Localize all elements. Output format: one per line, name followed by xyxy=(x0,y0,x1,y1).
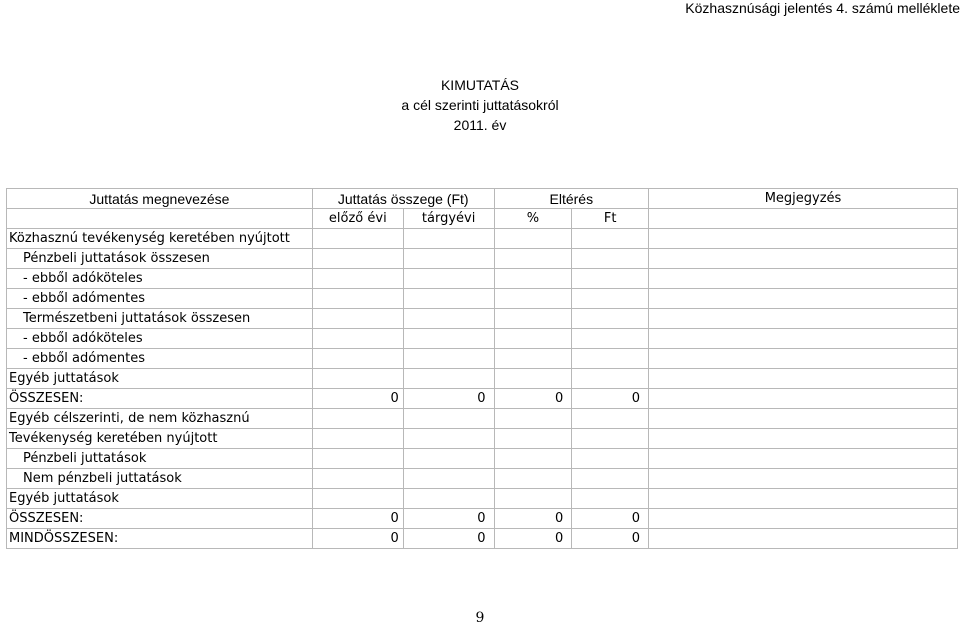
table-header-row xyxy=(7,189,958,209)
row-value-current-year: 0 xyxy=(403,529,494,549)
annex-note: Közhasznúsági jelentés 4. számú melléklete xyxy=(685,0,960,16)
row-value-ft xyxy=(572,289,649,309)
row-note xyxy=(649,289,958,309)
row-note xyxy=(649,409,958,429)
row-note xyxy=(649,229,958,249)
title-line-2: a cél szerinti juttatásokról xyxy=(401,97,559,113)
subheader-empty-note xyxy=(649,209,958,229)
row-value-current-year xyxy=(403,349,494,369)
col-header-note: Megjegyzés xyxy=(649,189,958,209)
row-value-current-year xyxy=(403,409,494,429)
row-value-ft xyxy=(572,229,649,249)
row-value-previous-year xyxy=(312,469,403,489)
title-line-1: KIMUTATÁS xyxy=(440,77,520,93)
row-value-ft xyxy=(572,489,649,509)
row-value-current-year xyxy=(403,489,494,509)
row-label: ÖSSZESEN: xyxy=(7,509,313,529)
page-number: 9 xyxy=(475,610,485,626)
row-note xyxy=(649,389,958,409)
row-value-percent xyxy=(494,249,572,269)
row-note xyxy=(649,269,958,289)
row-value-percent xyxy=(494,469,572,489)
row-value-current-year xyxy=(403,429,494,449)
row-value-previous-year: 0 xyxy=(312,509,403,529)
col-header-amount: Juttatás összege (Ft) xyxy=(312,189,494,209)
row-note xyxy=(649,309,958,329)
table-row xyxy=(7,249,958,269)
row-value-current-year: 0 xyxy=(403,389,494,409)
row-value-percent xyxy=(494,349,572,369)
row-note xyxy=(649,489,958,509)
row-value-percent: 0 xyxy=(494,389,572,409)
table-row xyxy=(7,349,958,369)
row-label: Pénzbeli juttatások xyxy=(7,449,313,469)
row-value-current-year: 0 xyxy=(403,509,494,529)
row-value-ft xyxy=(572,449,649,469)
row-value-previous-year xyxy=(312,229,403,249)
row-note xyxy=(649,369,958,389)
row-value-ft: 0 xyxy=(572,389,649,409)
row-note xyxy=(649,429,958,449)
row-value-previous-year xyxy=(312,309,403,329)
subheader-ft: Ft xyxy=(572,209,649,229)
col-header-name: Juttatás megnevezése xyxy=(7,189,313,209)
row-label: Nem pénzbeli juttatások xyxy=(7,469,313,489)
row-value-ft xyxy=(572,249,649,269)
row-note xyxy=(649,249,958,269)
table-row xyxy=(7,529,958,549)
table-row xyxy=(7,409,958,429)
row-label: - ebből adóköteles xyxy=(7,269,313,289)
row-value-current-year xyxy=(403,469,494,489)
row-value-ft xyxy=(572,269,649,289)
table-row xyxy=(7,369,958,389)
row-label: - ebből adómentes xyxy=(7,289,313,309)
row-value-ft xyxy=(572,329,649,349)
row-value-current-year xyxy=(403,289,494,309)
table-row xyxy=(7,229,958,249)
row-value-previous-year xyxy=(312,269,403,289)
row-value-previous-year xyxy=(312,349,403,369)
row-note xyxy=(649,449,958,469)
benefits-table xyxy=(6,188,958,549)
table-subheader-row xyxy=(7,209,958,229)
row-value-previous-year xyxy=(312,489,403,509)
row-label: Egyéb célszerinti, de nem közhasznú xyxy=(7,409,313,429)
subheader-empty-name xyxy=(7,209,313,229)
row-value-percent xyxy=(494,289,572,309)
col-header-difference: Eltérés xyxy=(494,189,648,209)
table-row xyxy=(7,269,958,289)
table-row xyxy=(7,489,958,509)
row-label: - ebből adóköteles xyxy=(7,329,313,349)
subheader-percent: % xyxy=(494,209,572,229)
row-value-percent xyxy=(494,329,572,349)
row-value-current-year xyxy=(403,329,494,349)
row-value-previous-year xyxy=(312,449,403,469)
row-value-ft xyxy=(572,469,649,489)
row-value-previous-year xyxy=(312,429,403,449)
row-value-ft xyxy=(572,429,649,449)
row-value-percent xyxy=(494,409,572,429)
row-value-ft: 0 xyxy=(572,509,649,529)
row-value-current-year xyxy=(403,269,494,289)
row-label: MINDÖSSZESEN: xyxy=(7,529,313,549)
row-value-current-year xyxy=(403,309,494,329)
row-value-percent xyxy=(494,449,572,469)
row-note xyxy=(649,329,958,349)
row-value-previous-year xyxy=(312,329,403,349)
row-value-ft xyxy=(572,409,649,429)
row-value-current-year xyxy=(403,449,494,469)
row-value-percent xyxy=(494,489,572,509)
row-label: Közhasznú tevékenység keretében nyújtott xyxy=(7,229,313,249)
table-row xyxy=(7,389,958,409)
table-row xyxy=(7,449,958,469)
row-value-previous-year xyxy=(312,369,403,389)
row-note xyxy=(649,529,958,549)
row-label: Tevékenység keretében nyújtott xyxy=(7,429,313,449)
row-label: Egyéb juttatások xyxy=(7,489,313,509)
row-value-previous-year: 0 xyxy=(312,529,403,549)
row-value-previous-year xyxy=(312,249,403,269)
row-value-ft: 0 xyxy=(572,529,649,549)
row-value-current-year xyxy=(403,369,494,389)
row-value-previous-year xyxy=(312,289,403,309)
report-title xyxy=(0,75,960,135)
table-row xyxy=(7,469,958,489)
row-value-ft xyxy=(572,349,649,369)
table-row xyxy=(7,509,958,529)
row-note xyxy=(649,349,958,369)
row-label: - ebből adómentes xyxy=(7,349,313,369)
row-value-percent xyxy=(494,229,572,249)
row-value-previous-year: 0 xyxy=(312,389,403,409)
row-value-percent: 0 xyxy=(494,509,572,529)
row-value-percent xyxy=(494,269,572,289)
row-label: Természetbeni juttatások összesen xyxy=(7,309,313,329)
row-value-percent: 0 xyxy=(494,529,572,549)
subheader-current-year: tárgyévi xyxy=(403,209,494,229)
row-label: Egyéb juttatások xyxy=(7,369,313,389)
row-value-percent xyxy=(494,369,572,389)
row-note xyxy=(649,509,958,529)
table-row xyxy=(7,309,958,329)
row-value-ft xyxy=(572,309,649,329)
row-note xyxy=(649,469,958,489)
title-line-3: 2011. év xyxy=(453,117,507,133)
table-body xyxy=(7,229,958,549)
table-row xyxy=(7,429,958,449)
row-label: ÖSSZESEN: xyxy=(7,389,313,409)
table-row xyxy=(7,329,958,349)
table-row xyxy=(7,289,958,309)
subheader-previous-year: előző évi xyxy=(312,209,403,229)
row-value-ft xyxy=(572,369,649,389)
row-value-percent xyxy=(494,429,572,449)
row-value-percent xyxy=(494,309,572,329)
row-value-current-year xyxy=(403,229,494,249)
row-value-current-year xyxy=(403,249,494,269)
row-label: Pénzbeli juttatások összesen xyxy=(7,249,313,269)
row-value-previous-year xyxy=(312,409,403,429)
